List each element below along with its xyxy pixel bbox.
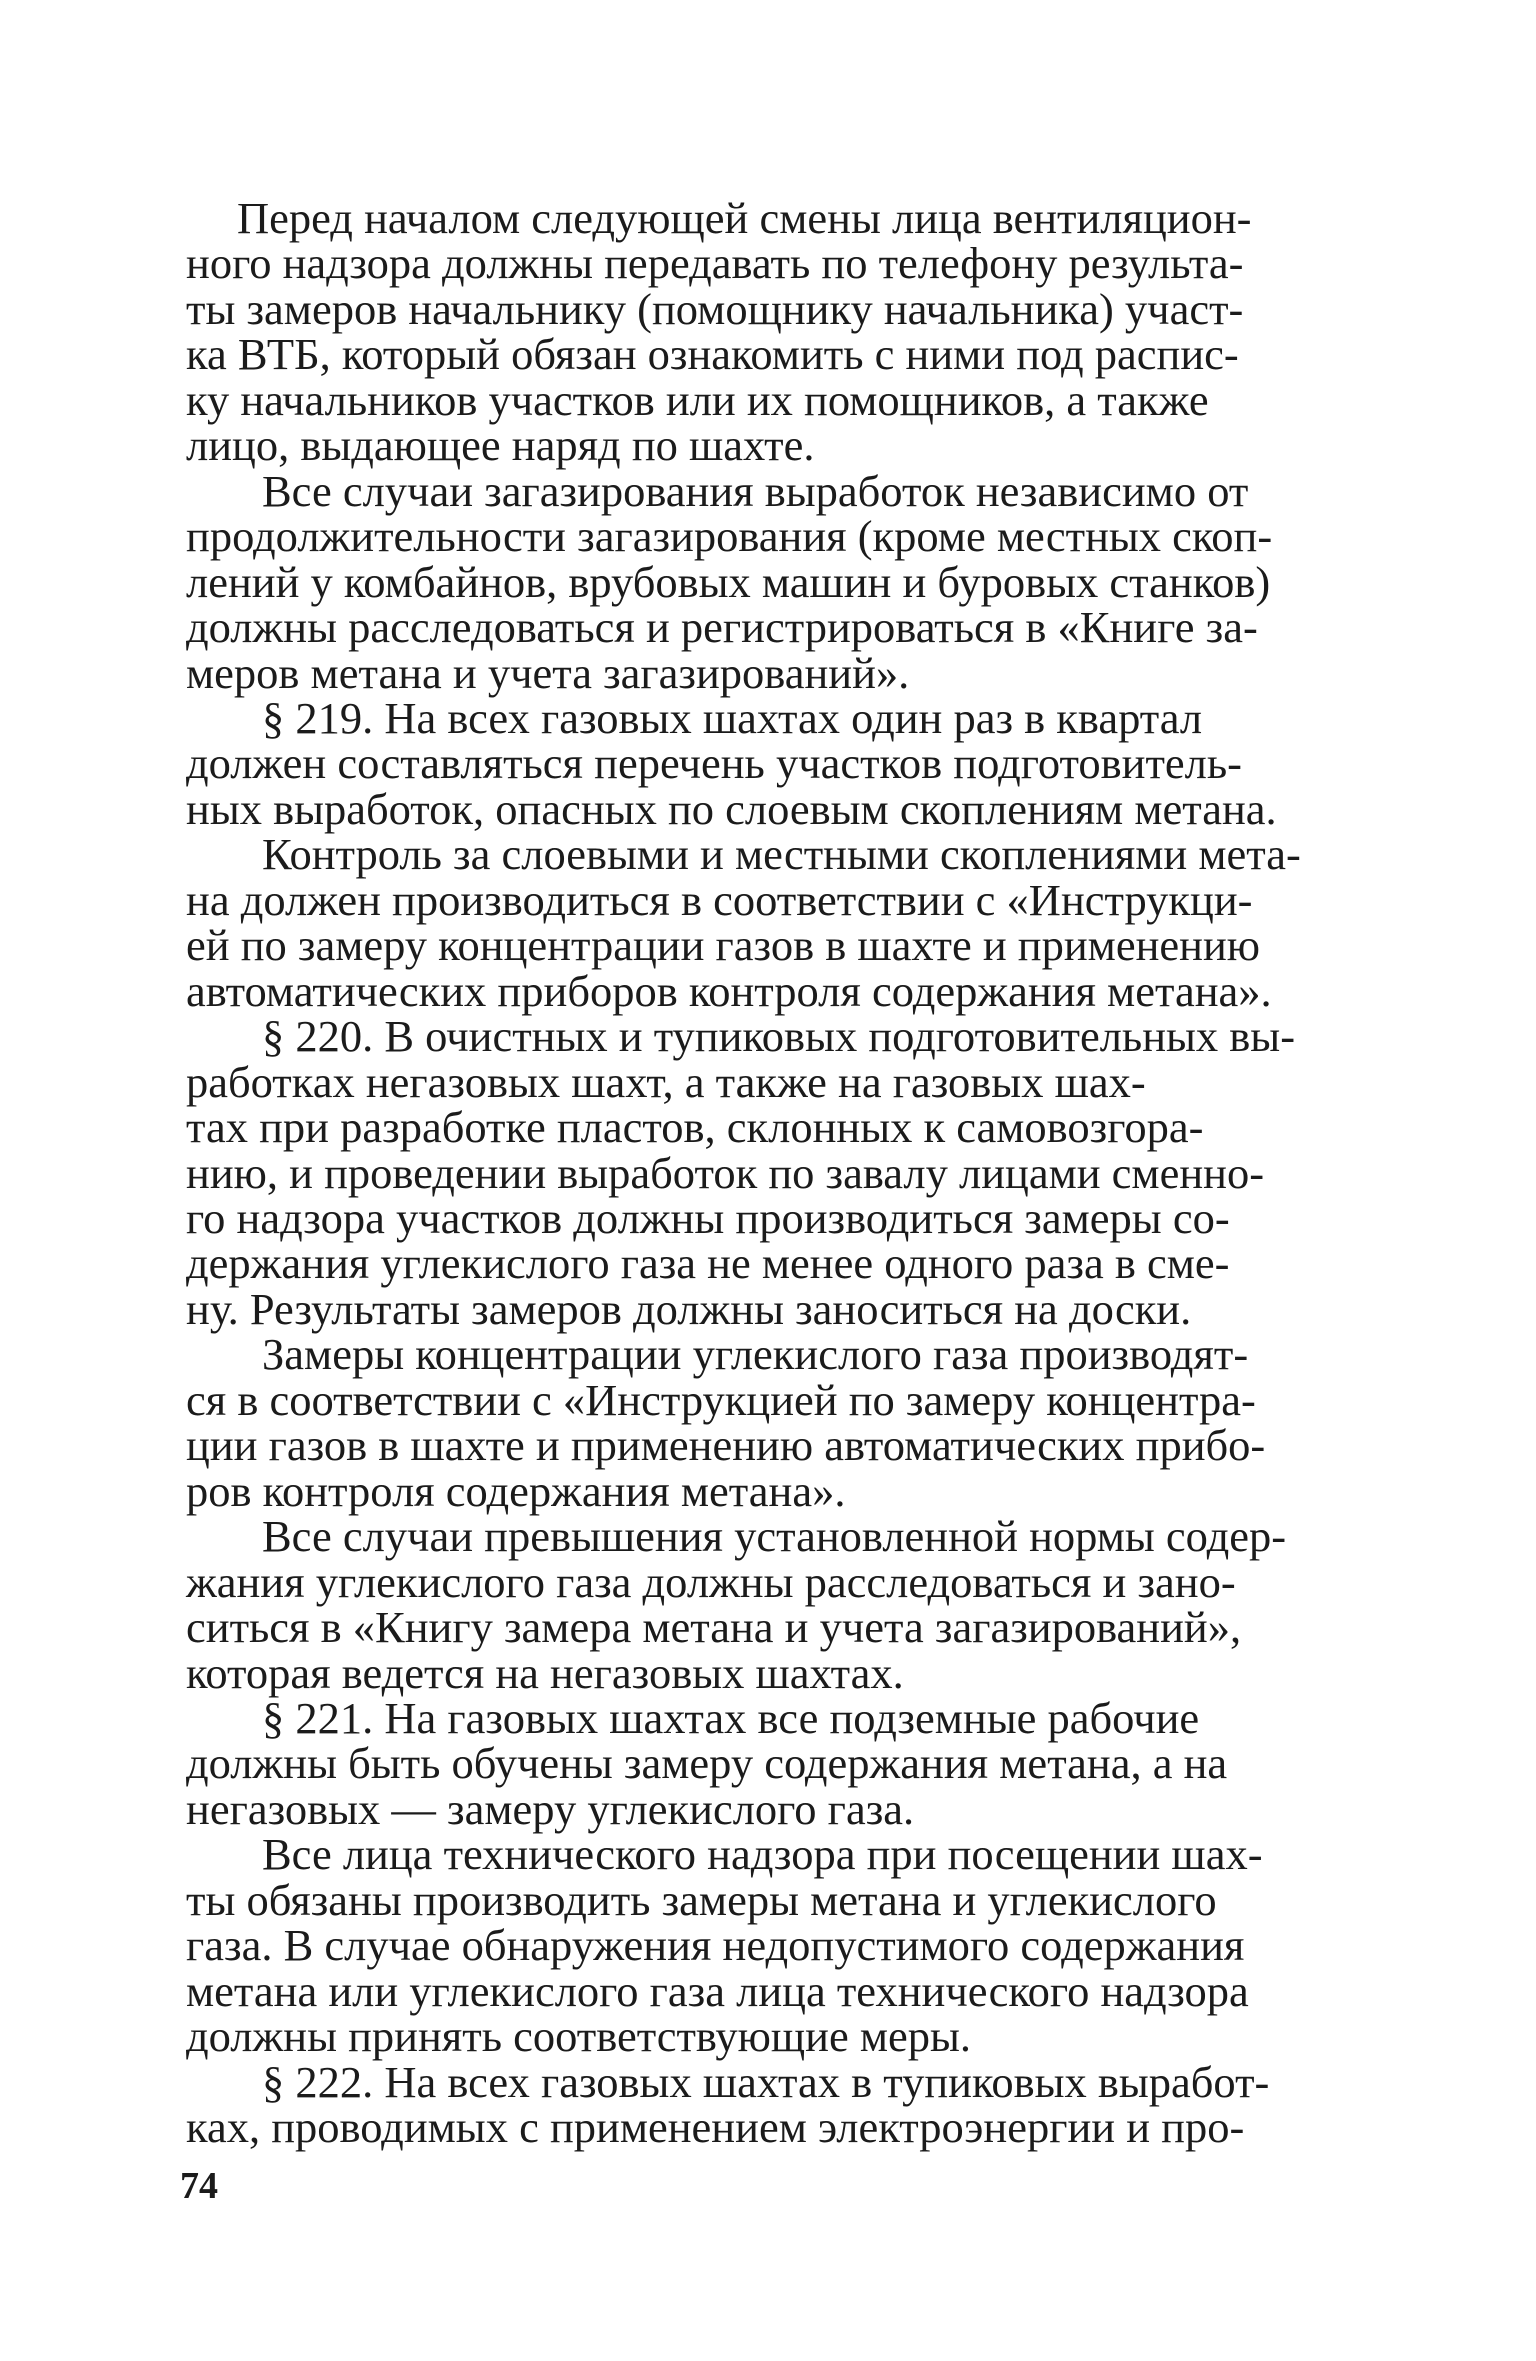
paragraph-section-222: § 222. На всех газовых шахтах в тупиковых выработ- ках, проводимых с применением электроэнергии и про-: [186, 2056, 1270, 2153]
paragraph-ventilation-report: Перед началом следующей смены лица вентиляцион- ного надзора должны передавать по телефону результа- ты замеров начальнику (помощнику начальника) участ- ка ВТБ, который обязан ознакомить с ними под распис- ку начальников участков или их помощников, а также лицо, выдающее наряд по шахте.: [186, 193, 1252, 471]
paragraph-section-220: § 220. В очистных и тупиковых подготовительных вы- работках негазовых шахт, а также на газовых шах- тах при разработке пластов, склонных к самовозгора- нию, и проведении выработок по завалу лицами сменно- го надзора участков должны производиться замеры со- держания углекислого газа не менее одного раза в сме- ну. Результаты замеров должны заноситься на доски.: [186, 1011, 1296, 1334]
paragraph-supervision-measurements: Все лица технического надзора при посещении шах- ты обязаны производить замеры метана и углекислого газа. В случае обнаружения недопустимого содержания метана или углекислого газа лица технического надзора должны принять соответствующие меры.: [186, 1829, 1263, 2062]
body-text: [186, 193, 1344, 2153]
paragraph-co2-excess: Все случаи превышения установленной нормы содер- жания углекислого газа должны расследоваться и зано- ситься в «Книгу замера метана и учета загазирований», которая ведется на негазовых шахтах.: [186, 1511, 1287, 1698]
paragraph-section-221: § 221. На газовых шахтах все подземные рабочие должны быть обучены замеру содержания метана, а на негазовых — замеру углекислого газа.: [186, 1692, 1228, 1834]
page-number: 74: [180, 2165, 218, 2207]
paragraph-section-219: § 219. На всех газовых шахтах один раз в квартал должен составляться перечень участков подготовитель- ных выработок, опасных по слоевым скоплениям метана.: [186, 692, 1277, 834]
paragraph-gas-incidents: Все случаи загазирования выработок независимо от продолжительности загазирования (кроме местных скоп- лений у комбайнов, врубовых машин и буровых станков) должны расследоваться и регистрироваться в «Книге за- меров метана и учета загазирований».: [186, 465, 1273, 698]
paragraph-methane-control: Контроль за слоевыми и местными скоплениями мета- на должен производиться в соответствии с «Инструкци- ей по замеру концентрации газов в шахте и применению автоматических приборов контроля содержания метана».: [186, 829, 1301, 1016]
paragraph-co2-measurements: Замеры концентрации углекислого газа производят- ся в соответствии с «Инструкцией по замеру концентра- ции газов в шахте и применению автоматических прибо- ров контроля содержания метана».: [186, 1329, 1266, 1516]
